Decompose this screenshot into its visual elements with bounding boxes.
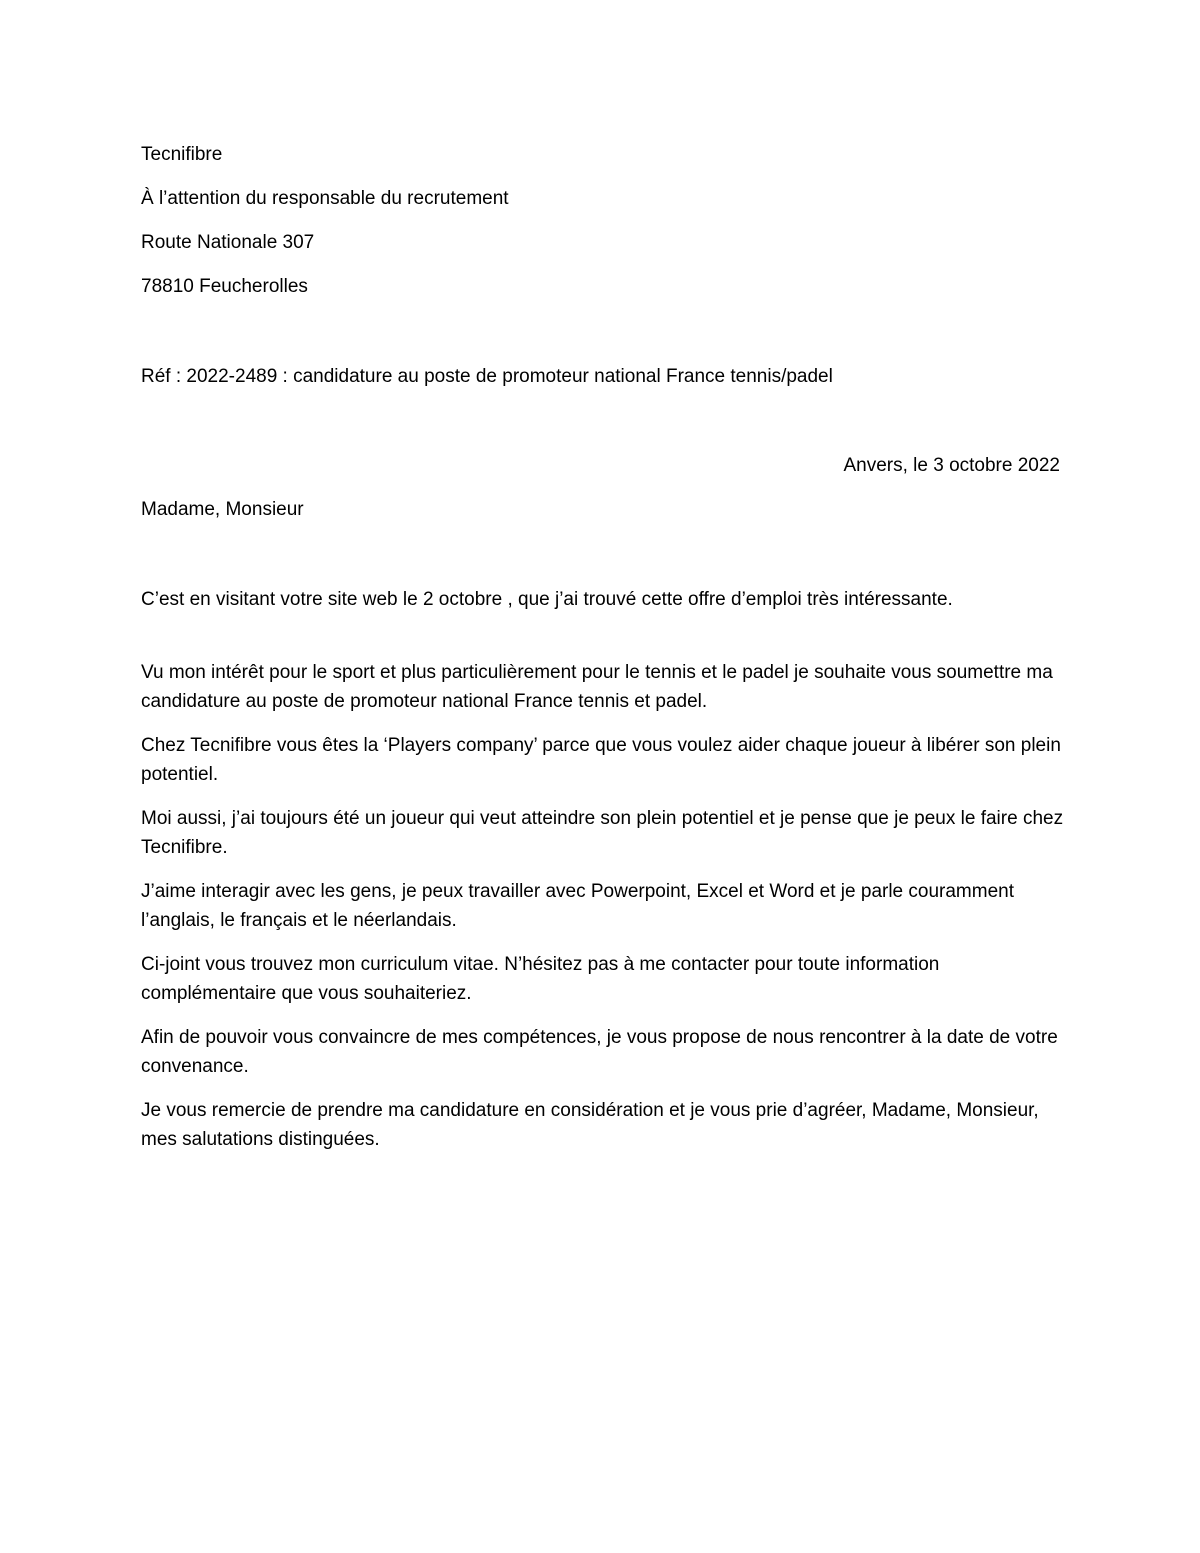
body-paragraph: Moi aussi, j’ai toujours été un joueur qui veut atteindre son plein potentiel et je pense que je peux le faire chez Tecnifibre. — [141, 808, 1064, 858]
body-paragraph: Chez Tecnifibre vous êtes la ‘Players company’ parce que vous voulez aider chaque joueur à libérer son plein potentiel. — [141, 735, 1061, 785]
recipient-city: 78810 Feucherolles — [141, 276, 308, 297]
body-paragraph: Afin de pouvoir vous convaincre de mes compétences, je vous propose de nous rencontrer à la date de votre convenance. — [141, 1027, 1058, 1077]
recipient-company: Tecnifibre — [141, 144, 223, 165]
recipient-attention: À l’attention du responsable du recrutement — [141, 188, 509, 209]
body-paragraph: Ci-joint vous trouvez mon curriculum vitae. N’hésitez pas à me contacter pour toute information complémentaire que vous souhaiteriez. — [141, 954, 940, 1004]
recipient-street: Route Nationale 307 — [141, 232, 315, 253]
reference-line: Réf : 2022-2489 : candidature au poste de promoteur national France tennis/padel — [141, 366, 833, 387]
salutation: Madame, Monsieur — [141, 499, 304, 520]
place-date: Anvers, le 3 octobre 2022 — [843, 455, 1060, 476]
body-paragraph: Vu mon intérêt pour le sport et plus particulièrement pour le tennis et le padel je souhaite vous soumettre ma candidature au poste de promoteur national France tennis et padel. — [141, 662, 1053, 712]
body-paragraph: C’est en visitant votre site web le 2 octobre , que j’ai trouvé cette offre d’emploi très intéressante. — [141, 589, 953, 610]
closing-paragraph: Je vous remercie de prendre ma candidature en considération et je vous prie d’agréer, Madame, Monsieur, mes salutations distinguées. — [141, 1100, 1039, 1150]
body-paragraph: J’aime interagir avec les gens, je peux travailler avec Powerpoint, Excel et Word et je parle couramment l’anglais, le français et le néerlandais. — [141, 881, 1014, 931]
